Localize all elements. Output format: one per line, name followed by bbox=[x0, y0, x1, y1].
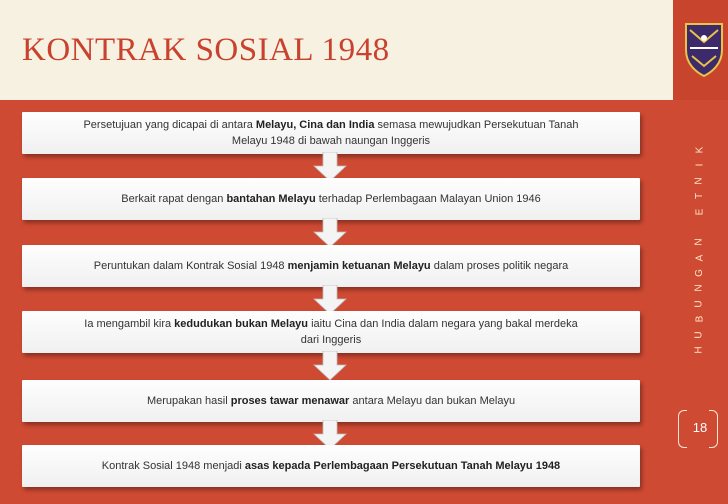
slide-header bbox=[0, 0, 673, 100]
vertical-subject-label bbox=[689, 145, 711, 355]
step-text: Kontrak Sosial 1948 menjadi bbox=[101, 460, 245, 472]
emphasized-text: menjamin ketuanan Melayu bbox=[287, 260, 431, 272]
emphasized-text: Melayu, Cina dan India bbox=[255, 119, 375, 131]
flow-step-box bbox=[22, 112, 640, 154]
flow-step-line bbox=[121, 191, 540, 207]
vertical-label-letter: A bbox=[693, 254, 705, 261]
step-text: antara Melayu dan bukan Melayu bbox=[349, 395, 516, 407]
down-arrow-icon bbox=[312, 351, 348, 381]
slide-title: KONTRAK SOSIAL 1948 bbox=[22, 32, 390, 68]
flow-step-line bbox=[84, 332, 577, 348]
step-text: Berkait rapat dengan bbox=[121, 193, 227, 205]
flow-step-box bbox=[22, 245, 640, 287]
page-number: 18 bbox=[692, 420, 708, 435]
vertical-label-letter bbox=[695, 225, 705, 228]
vertical-label-letter: N bbox=[693, 238, 705, 246]
step-text: Merupakan hasil bbox=[146, 395, 231, 407]
vertical-label-letter: U bbox=[693, 300, 705, 308]
step-text: iaitu Cina dan India dalam negara yang bakal merdeka bbox=[308, 318, 578, 330]
emphasized-text: bantahan Melayu bbox=[226, 193, 316, 205]
step-text: semasa mewujudkan Persekutuan Tanah bbox=[374, 119, 579, 131]
vertical-label-letter: E bbox=[693, 208, 705, 215]
flow-step-text bbox=[102, 458, 560, 474]
flow-step-line bbox=[94, 258, 568, 274]
step-text: dari Inggeris bbox=[300, 334, 362, 346]
vertical-label-letter: U bbox=[693, 330, 705, 339]
flow-step-box bbox=[22, 178, 640, 220]
flow-step-text bbox=[83, 117, 578, 149]
vertical-label-letter: N bbox=[693, 284, 705, 292]
university-crest-icon bbox=[682, 20, 726, 80]
vertical-label-letter: B bbox=[693, 315, 705, 323]
vertical-label-letter: G bbox=[694, 269, 705, 277]
flow-step-line bbox=[83, 117, 578, 133]
flow-step-box bbox=[22, 311, 640, 353]
flow-step-text bbox=[121, 191, 540, 207]
step-text: Persetujuan yang dicapai di antara bbox=[83, 119, 256, 131]
step-text: Ia mengambil kira bbox=[84, 318, 175, 330]
vertical-label-letter: N bbox=[693, 177, 705, 185]
emphasized-text: proses tawar menawar bbox=[230, 395, 350, 407]
flow-step-text bbox=[147, 393, 515, 409]
vertical-label-letter: H bbox=[693, 346, 705, 354]
step-text: dalam proses politik negara bbox=[430, 260, 569, 272]
flow-step-line bbox=[147, 393, 515, 409]
flow-step-box bbox=[22, 445, 640, 487]
flow-step-line bbox=[84, 316, 577, 332]
flow-step-text bbox=[84, 316, 577, 348]
emphasized-text: asas kepada Perlembagaan Persekutuan Tanah Melayu 1948 bbox=[244, 460, 561, 472]
flow-step-box bbox=[22, 380, 640, 422]
step-text: Melayu 1948 di bawah naungan Inggeris bbox=[231, 135, 431, 147]
step-text: terhadap Perlembagaan Malayan Union 1946 bbox=[315, 193, 541, 205]
down-arrow-icon bbox=[312, 218, 348, 248]
vertical-label-letter: K bbox=[693, 146, 705, 154]
emphasized-text: kedudukan bukan Melayu bbox=[174, 318, 309, 330]
flow-step-text bbox=[94, 258, 568, 274]
vertical-label-letter: I bbox=[694, 163, 705, 167]
vertical-label-letter: T bbox=[693, 193, 705, 200]
step-text: Peruntukan dalam Kontrak Sosial 1948 bbox=[93, 260, 288, 272]
flow-step-line bbox=[102, 458, 560, 474]
flow-step-line bbox=[83, 133, 578, 149]
